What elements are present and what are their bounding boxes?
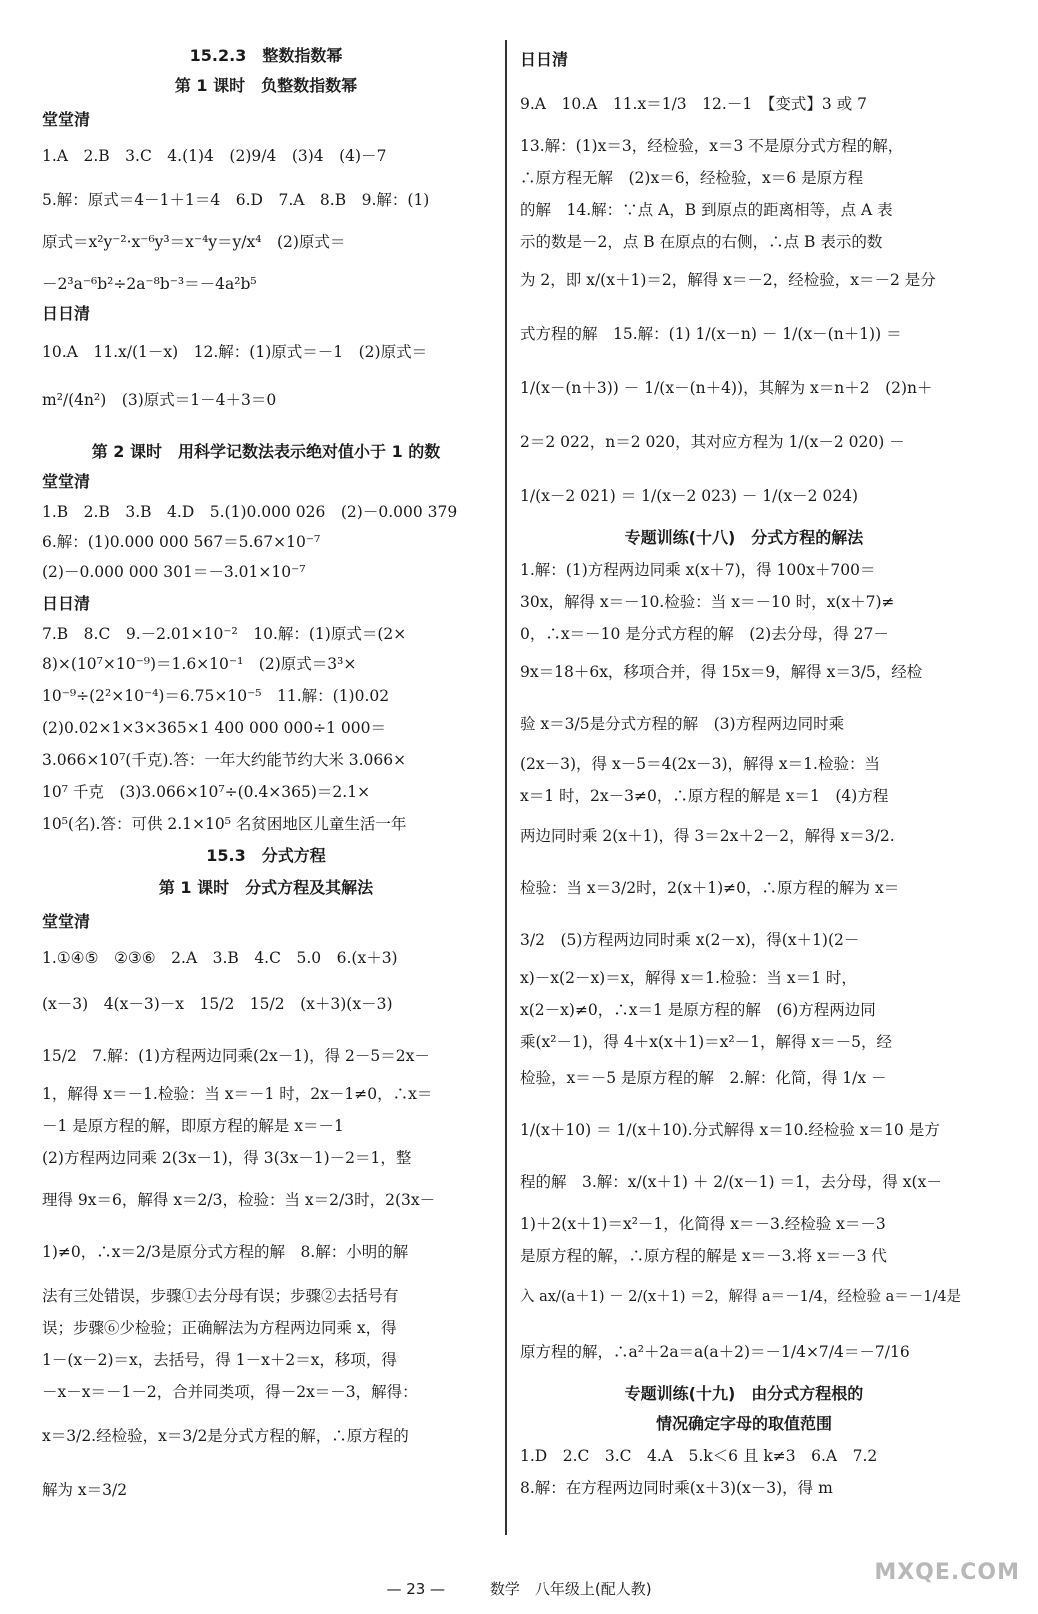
answer-line: 3/2 (5)方程两边同时乘 x(2－x)，得(x＋1)(2－ bbox=[520, 931, 860, 949]
section-heading: 15.2.3 整数指数幂 bbox=[189, 46, 343, 65]
answer-line: 为 2，即 x/(x＋1)＝2，解得 x＝－2，经检验，x＝－2 是分 bbox=[520, 271, 936, 289]
section-heading: 15.3 分式方程 bbox=[206, 846, 326, 865]
subsection-label: 日日清 bbox=[42, 594, 91, 613]
section-heading: 专题训练(十八) 分式方程的解法 bbox=[624, 528, 864, 547]
answer-line: 1/(x＋10) ＝ 1/(x＋10).分式解得 x＝10.经检验 x＝10 是方 bbox=[520, 1121, 940, 1139]
answer-line: －2³a⁻⁶b²÷2a⁻⁸b⁻³＝－4a²b⁵ bbox=[42, 275, 257, 293]
page-number: — 23 — bbox=[386, 1580, 446, 1598]
answer-line: ∴原方程无解 (2)x＝6，经检验，x＝6 是原方程 bbox=[520, 169, 864, 187]
answer-line: 原式＝x²y⁻²·x⁻⁶y³＝x⁻⁴y＝y/x⁴ (2)原式＝ bbox=[42, 233, 346, 251]
answer-line: 检验，x＝－5 是原方程的解 2.解：化简，得 1/x － bbox=[520, 1069, 887, 1087]
answer-line: (2x－3)，得 x－5＝4(2x－3)，解得 x＝1.检验：当 bbox=[520, 755, 880, 773]
answer-line: 2＝2 022，n＝2 020，其对应方程为 1/(x－2 020) － bbox=[520, 433, 905, 451]
answer-line: 8)×(10⁷×10⁻⁹)＝1.6×10⁻¹ (2)原式＝3³× bbox=[42, 655, 357, 673]
answer-line: 检验：当 x＝3/2时，2(x＋1)≠0，∴原方程的解为 x＝ bbox=[520, 879, 900, 897]
answer-line: 验 x＝3/5是分式方程的解 (3)方程两边同时乘 bbox=[520, 715, 845, 733]
answer-line: 1/(x－2 021) ＝ 1/(x－2 023) － 1/(x－2 024) bbox=[520, 487, 859, 505]
answer-line: 0，∴x＝－10 是分式方程的解 (2)去分母，得 27－ bbox=[520, 625, 889, 643]
lesson-heading: 第 2 课时 用科学记数法表示绝对值小于 1 的数 bbox=[91, 442, 441, 461]
answer-line: 是原方程的解，∴原方程的解是 x＝－3.将 x＝－3 代 bbox=[520, 1247, 887, 1265]
subsection-label: 堂堂清 bbox=[42, 110, 91, 129]
answer-line: 8.解：在方程两边同时乘(x＋3)(x－3)，得 m bbox=[520, 1479, 833, 1497]
lesson-heading: 第 1 课时 负整数指数幂 bbox=[174, 76, 358, 95]
answer-line: 13.解：(1)x＝3，经检验，x＝3 不是原分式方程的解， bbox=[520, 137, 904, 155]
answer-line: 理得 9x＝6，解得 x＝2/3，检验：当 x＝2/3时，2(3x－ bbox=[42, 1191, 436, 1209]
answer-line: 10.A 11.x/(1－x) 12.解：(1)原式＝－1 (2)原式＝ bbox=[42, 343, 428, 361]
answer-line: 6.解：(1)0.000 000 567＝5.67×10⁻⁷ bbox=[42, 533, 321, 551]
answer-line: 1.A 2.B 3.C 4.(1)4 (2)9/4 (3)4 (4)－7 bbox=[42, 147, 387, 165]
answer-line: (2)0.02×1×3×365×1 400 000 000÷1 000＝ bbox=[42, 719, 386, 737]
answer-line: 1.D 2.C 3.C 4.A 5.k＜6 且 k≠3 6.A 7.2 bbox=[520, 1447, 878, 1465]
answer-line: 1)≠0，∴x＝2/3是原分式方程的解 8.解：小明的解 bbox=[42, 1243, 409, 1261]
answer-line: －x－x＝－1－2，合并同类项，得－2x＝－3，解得： bbox=[42, 1383, 418, 1401]
subsection-label: 堂堂清 bbox=[42, 472, 91, 491]
answer-line: 1.B 2.B 3.B 4.D 5.(1)0.000 026 (2)－0.000 379 bbox=[42, 503, 458, 521]
answer-line: 两边同时乘 2(x＋1)，得 3＝2x＋2－2，解得 x＝3/2. bbox=[520, 827, 895, 845]
answer-line: x＝3/2.经检验，x＝3/2是分式方程的解，∴原方程的 bbox=[42, 1427, 409, 1445]
subsection-label: 日日清 bbox=[42, 304, 91, 323]
book-title: 数学 八年级上(配人教) bbox=[489, 1580, 652, 1598]
answer-line: 式方程的解 15.解：(1) 1/(x－n) － 1/(x－(n＋1)) ＝ bbox=[520, 325, 902, 343]
answer-line: 3.066×10⁷(千克).答：一年大约能节约大米 3.066× bbox=[42, 751, 407, 769]
answer-line: x(2－x)≠0，∴x＝1 是原方程的解 (6)方程两边同 bbox=[520, 1001, 876, 1019]
answer-line: 法有三处错误，步骤①去分母有误；步骤②去括号有 bbox=[42, 1287, 399, 1305]
answer-line: 7.B 8.C 9.－2.01×10⁻² 10.解：(1)原式＝(2× bbox=[42, 625, 407, 643]
answer-line: 9x＝18＋6x，移项合并，得 15x＝9，解得 x＝3/5，经检 bbox=[520, 663, 923, 681]
answer-line: x)－x(2－x)＝x，解得 x＝1.检验：当 x＝1 时， bbox=[520, 969, 857, 987]
answer-line: 15/2 7.解：(1)方程两边同乘(2x－1)，得 2－5＝2x－ bbox=[42, 1047, 430, 1065]
answer-line: (2)－0.000 000 301＝－3.01×10⁻⁷ bbox=[42, 563, 306, 581]
subsection-label: 日日清 bbox=[520, 50, 569, 69]
answer-line: 10⁻⁹÷(2²×10⁻⁴)＝6.75×10⁻⁵ 11.解：(1)0.02 bbox=[42, 687, 390, 705]
answer-line: 9.A 10.A 11.x＝1/3 12.－1 【变式】3 或 7 bbox=[520, 95, 868, 113]
answer-line: 原方程的解，∴a²＋2a＝a(a＋2)＝－1/4×7/4＝－7/16 bbox=[520, 1343, 910, 1361]
answer-line: 1，解得 x＝－1.检验：当 x＝－1 时，2x－1≠0，∴x＝ bbox=[42, 1085, 433, 1103]
answer-line: 10⁷ 千克 (3)3.066×10⁷÷(0.4×365)＝2.1× bbox=[42, 783, 371, 801]
answer-line: 1)＋2(x＋1)＝x²－1，化简得 x＝－3.经检验 x＝－3 bbox=[520, 1215, 886, 1233]
section-heading: 专题训练(十九) 由分式方程根的 bbox=[624, 1384, 864, 1403]
answer-line: 1.①④⑤ ②③⑥ 2.A 3.B 4.C 5.0 6.(x＋3) bbox=[42, 949, 398, 967]
subsection-label: 堂堂清 bbox=[42, 912, 91, 931]
answer-line: 10⁵(名).答：可供 2.1×10⁵ 名贫困地区儿童生活一年 bbox=[42, 815, 407, 833]
answer-line: －1 是原方程的解，即原方程的解是 x＝－1 bbox=[42, 1117, 344, 1135]
answer-line: 误；步骤⑥少检验；正确解法为方程两边同乘 x，得 bbox=[42, 1319, 397, 1337]
answer-line: 30x，解得 x＝－10.检验：当 x＝－10 时，x(x＋7)≠ bbox=[520, 593, 895, 611]
answer-line: 示的数是－2，点 B 在原点的右侧，∴点 B 表示的数 bbox=[520, 233, 883, 251]
answer-line: 1－(x－2)＝x，去括号，得 1－x＋2＝x，移项，得 bbox=[42, 1351, 397, 1369]
answer-line: m²/(4n²) (3)原式＝1－4＋3＝0 bbox=[42, 391, 277, 409]
answer-line: x＝1 时，2x－3≠0，∴原方程的解是 x＝1 (4)方程 bbox=[520, 787, 889, 805]
answer-line: 入 ax/(a＋1) － 2/(x＋1) ＝2，解得 a＝－1/4，经检验 a＝－1/4是 bbox=[520, 1289, 962, 1305]
answer-line: 乘(x²－1)，得 4＋x(x＋1)＝x²－1，解得 x＝－5，经 bbox=[520, 1033, 892, 1051]
section-heading: 情况确定字母的取值范围 bbox=[655, 1414, 832, 1433]
answer-line: 1.解：(1)方程两边同乘 x(x＋7)，得 100x＋700＝ bbox=[520, 561, 876, 579]
answer-line: 的解 14.解：∵点 A，B 到原点的距离相等，点 A 表 bbox=[520, 201, 893, 219]
column-divider bbox=[505, 40, 507, 1535]
answer-line: 程的解 3.解：x/(x＋1) ＋ 2/(x－1) ＝1，去分母，得 x(x－ bbox=[520, 1173, 942, 1191]
answer-line: 1/(x－(n＋3)) － 1/(x－(n＋4))，其解为 x＝n＋2 (2)n＋ bbox=[520, 379, 933, 397]
watermark: MXQE.COM bbox=[874, 1560, 1020, 1585]
lesson-heading: 第 1 课时 分式方程及其解法 bbox=[158, 878, 374, 897]
answer-line: (2)方程两边同乘 2(3x－1)，得 3(3x－1)－2＝1，整 bbox=[42, 1149, 412, 1167]
answer-line: (x－3) 4(x－3)－x 15/2 15/2 (x＋3)(x－3) bbox=[42, 995, 393, 1013]
answer-line: 5.解：原式＝4－1＋1＝4 6.D 7.A 8.B 9.解：(1) bbox=[42, 191, 430, 209]
answer-line: 解为 x＝3/2 bbox=[42, 1481, 128, 1499]
